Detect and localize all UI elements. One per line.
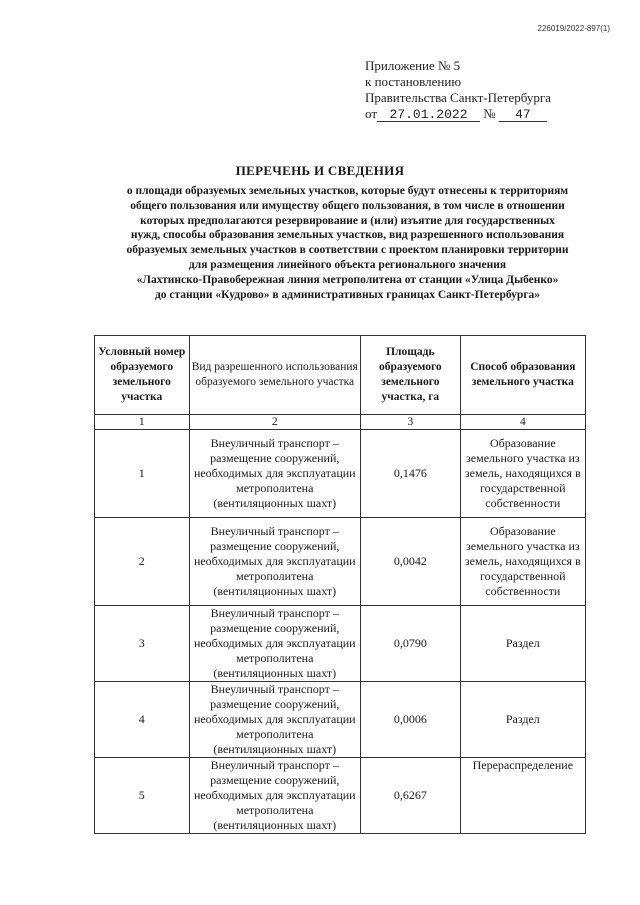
subtitle-line: общего пользования или имуществу общего пользования, в том числе в отношении xyxy=(130,199,565,212)
table-row xyxy=(95,518,586,606)
appendix-block xyxy=(365,58,551,122)
column-number-row xyxy=(95,415,586,430)
formation-method: Перераспределение xyxy=(460,758,585,834)
page-title: ПЕРЕЧЕНЬ И СВЕДЕНИЯ xyxy=(235,163,405,178)
plot-area: 0,1476 xyxy=(361,430,461,518)
subtitle-line: которых предполагаются резервирование и (или) изъятие для государственных xyxy=(140,214,555,227)
subtitle-line: нужд, способы образования земельных участков, вид разрешенного использования xyxy=(130,229,565,242)
plot-area: 0,6267 xyxy=(361,758,461,834)
column-number: 2 xyxy=(189,415,361,430)
plot-area: 0,0006 xyxy=(361,682,461,758)
formation-method: Раздел xyxy=(460,682,585,758)
subtitle-line: до станции «Кудрово» в административных границах Санкт-Петербурга» xyxy=(154,288,541,301)
column-number: 3 xyxy=(361,415,461,430)
subtitle-line: о площади образуемых земельных участков, которые будут отнесены к территориям xyxy=(126,185,569,197)
formation-method: Образование земельного участка из земель, находящихся в государственной собственности xyxy=(460,518,585,606)
header-formation-method: Способ образования земельного участка xyxy=(460,336,585,415)
plot-number: 4 xyxy=(95,682,190,758)
table-row xyxy=(95,430,586,518)
appendix-line: к постановлению xyxy=(365,74,462,89)
plot-number: 1 xyxy=(95,430,190,518)
header-permitted-use: Вид разрешенного использования образуемого земельного участка xyxy=(189,336,361,415)
plot-area: 0,0042 xyxy=(361,518,461,606)
appendix-line: Правительства Санкт-Петербурга xyxy=(365,90,551,105)
page-subtitle xyxy=(95,184,600,302)
table-row xyxy=(95,606,586,682)
table-row xyxy=(95,682,586,758)
plot-number: 3 xyxy=(95,606,190,682)
appendix-date-line xyxy=(365,106,551,122)
date-prefix: от xyxy=(365,106,378,121)
subtitle-line: «Лахтинско-Правобережная линия метрополитена от станции «Улица Дыбенко» xyxy=(136,273,559,286)
resolution-number: 47 xyxy=(499,108,547,122)
number-prefix: № xyxy=(483,106,496,121)
permitted-use: Внеуличный транспорт – размещение сооружений, необходимых для эксплуатации метрополитена (вентиляционных шахт) xyxy=(189,606,361,682)
table-header-row xyxy=(95,336,586,415)
formation-method: Раздел xyxy=(460,606,585,682)
plot-number: 2 xyxy=(95,518,190,606)
column-number: 4 xyxy=(460,415,585,430)
table-row xyxy=(95,758,586,834)
header-plot-number: Условный номер образуемого земельного участка xyxy=(95,336,190,415)
appendix-line: Приложение № 5 xyxy=(365,58,461,73)
column-number: 1 xyxy=(95,415,190,430)
subtitle-line: образуемых земельных участков в соответствии с проектом планировки территории xyxy=(126,244,569,257)
header-area: Площадь образуемого земельного участка, га xyxy=(361,336,461,415)
plot-area: 0,0790 xyxy=(361,606,461,682)
resolution-date: 27.01.2022 xyxy=(377,108,480,122)
permitted-use: Внеуличный транспорт – размещение сооружений, необходимых для эксплуатации метрополитена (вентиляционных шахт) xyxy=(189,682,361,758)
permitted-use: Внеуличный транспорт – размещение сооружений, необходимых для эксплуатации метрополитена (вентиляционных шахт) xyxy=(189,430,361,518)
permitted-use: Внеуличный транспорт – размещение сооружений, необходимых для эксплуатации метрополитена (вентиляционных шахт) xyxy=(189,518,361,606)
land-plots-table xyxy=(94,335,586,834)
formation-method: Образование земельного участка из земель, находящихся в государственной собственности xyxy=(460,430,585,518)
plot-number: 5 xyxy=(95,758,190,834)
subtitle-line: для размещения линейного объекта регионального значения xyxy=(188,258,507,271)
permitted-use: Внеуличный транспорт – размещение сооружений, необходимых для эксплуатации метрополитена (вентиляционных шахт) xyxy=(189,758,361,834)
document-id: 226019/2022-897(1) xyxy=(537,24,610,33)
